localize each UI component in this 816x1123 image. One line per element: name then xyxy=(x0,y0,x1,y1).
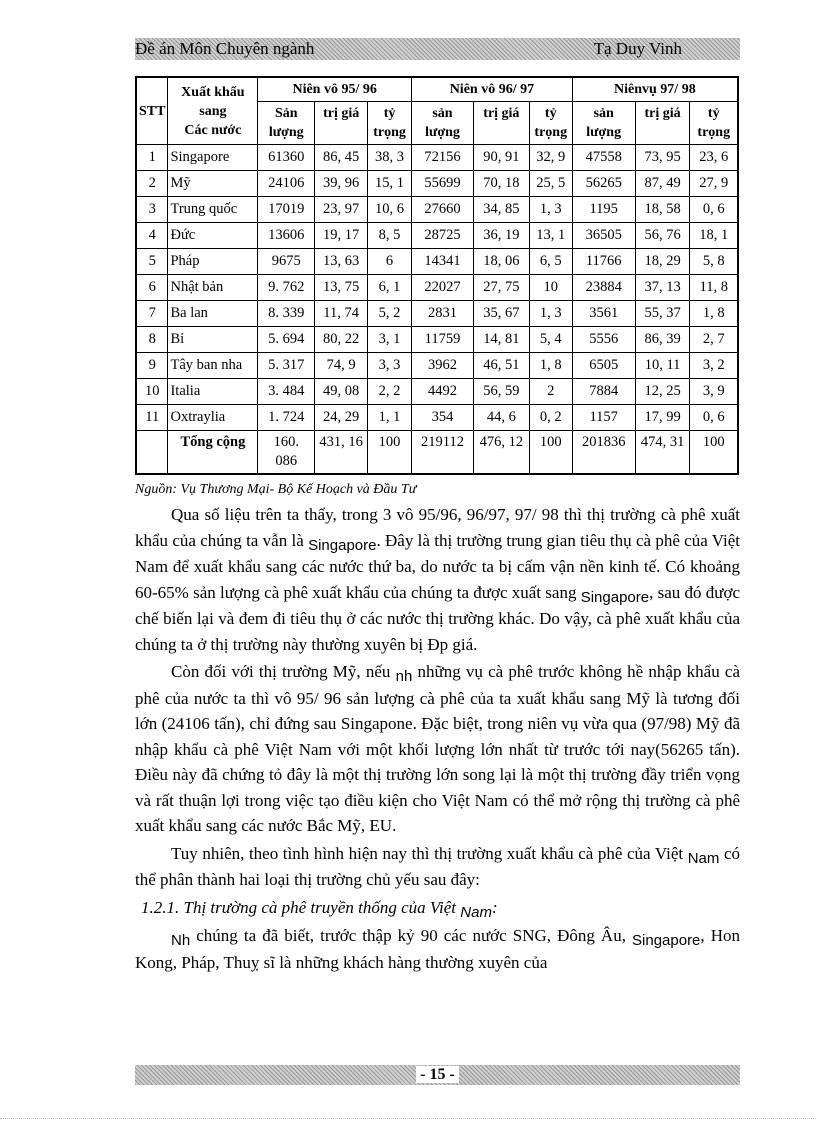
table-cell: 56265 xyxy=(572,171,635,197)
table-cell: 8. 339 xyxy=(258,301,315,327)
subheader-line: trọng xyxy=(697,125,731,140)
table-cell: 354 xyxy=(412,405,474,431)
country-name: Nhật bản xyxy=(168,275,258,301)
subheader-cell xyxy=(368,102,412,145)
table-cell: 1, 3 xyxy=(529,197,572,223)
table-cell: 80, 22 xyxy=(315,327,368,353)
paragraph xyxy=(135,923,740,975)
page-footer xyxy=(135,1065,740,1085)
market-header-line: Xuất khẩu xyxy=(181,84,245,100)
total-cell: 100 xyxy=(368,431,412,475)
table-cell: 70, 18 xyxy=(473,171,529,197)
text-run: Singapore xyxy=(580,588,650,606)
table-cell: 39, 96 xyxy=(315,171,368,197)
subheader-line xyxy=(638,123,688,142)
text-run: có thể phân thành hai loại thị trường chủ yếu sau đây: xyxy=(135,843,740,889)
table-cell: 27, 9 xyxy=(690,171,738,197)
country-name: Singapore xyxy=(168,145,258,171)
subheader-cell xyxy=(412,102,474,145)
subheader-cell xyxy=(572,102,635,145)
text-run: Tuy nhiên, theo tình hình hiện nay thì thị trường xuất khẩu cà phê của Việt xyxy=(171,843,684,863)
table-cell: 17019 xyxy=(258,197,315,223)
table-cell: 0, 2 xyxy=(529,405,572,431)
market-header-line: Các nước xyxy=(184,122,242,138)
table-cell: 5. 694 xyxy=(258,327,315,353)
table-cell: 5. 317 xyxy=(258,353,315,379)
text-run: Singapore xyxy=(308,536,377,554)
row-index: 7 xyxy=(136,301,168,327)
table-cell: 17, 99 xyxy=(635,405,690,431)
table-cell: 49, 08 xyxy=(315,379,368,405)
table-cell: 1, 8 xyxy=(529,353,572,379)
table-cell: 22027 xyxy=(412,275,474,301)
table-cell: 13, 75 xyxy=(315,275,368,301)
total-row xyxy=(136,431,738,475)
total-cell: 100 xyxy=(690,431,738,475)
table-row xyxy=(136,327,738,353)
table-cell: 15, 1 xyxy=(368,171,412,197)
text-run: : xyxy=(491,897,498,917)
total-cell xyxy=(258,431,315,475)
table-cell: 74, 9 xyxy=(315,353,368,379)
table-cell: 1, 1 xyxy=(368,405,412,431)
table-cell: 1, 3 xyxy=(529,301,572,327)
table-cell: 13, 1 xyxy=(529,223,572,249)
table-cell: 1. 724 xyxy=(258,405,315,431)
table-cell: 23, 6 xyxy=(690,145,738,171)
table-cell: 86, 39 xyxy=(635,327,690,353)
table-cell: 14341 xyxy=(412,249,474,275)
table-cell: 23, 97 xyxy=(315,197,368,223)
table-cell: 72156 xyxy=(412,145,474,171)
subheader-line: trọng xyxy=(534,125,568,140)
subheader-line: trọng xyxy=(373,125,406,140)
table-cell: 44, 6 xyxy=(473,405,529,431)
country-name: Pháp xyxy=(168,249,258,275)
table-cell: 28725 xyxy=(412,223,474,249)
table-cell: 12, 25 xyxy=(635,379,690,405)
text-run: nh xyxy=(395,668,413,685)
table-cell: 10, 6 xyxy=(368,197,412,223)
subheader-line: trị giá xyxy=(483,106,520,121)
group-header: Niênvụ 97/ 98 xyxy=(572,77,738,102)
table-cell: 6, 1 xyxy=(368,275,412,301)
paragraph xyxy=(135,841,740,893)
country-name: Mỹ xyxy=(168,171,258,197)
table-cell: 9675 xyxy=(258,249,315,275)
table-cell: 18, 06 xyxy=(473,249,529,275)
country-name: Bỉ xyxy=(168,327,258,353)
table-cell: 10, 11 xyxy=(635,353,690,379)
table-cell: 0, 6 xyxy=(690,197,738,223)
table-cell: 1157 xyxy=(572,405,635,431)
market-header xyxy=(168,77,258,145)
total-cell: 100 xyxy=(529,431,572,475)
table-cell: 18, 1 xyxy=(690,223,738,249)
table-cell: 3, 1 xyxy=(368,327,412,353)
table-cell: 47558 xyxy=(572,145,635,171)
text-run: Còn đối với thị trường Mỹ, nếu xyxy=(171,662,391,681)
page-number: - 15 - xyxy=(416,1066,459,1083)
table-cell: 2, 7 xyxy=(690,327,738,353)
text-run: , sau đó được chế biến lại và đem đi tiêu thụ ở các nước thị trường khác. Do vậy, cà phê xuất khẩu của chúng ta ở thị trường này thường xuyên bị Ðp giá. xyxy=(135,582,741,654)
total-value-line: 086 xyxy=(275,453,298,469)
subheader-line: trị giá xyxy=(644,106,681,121)
subheader-line: sản xyxy=(432,106,453,121)
table-cell: 90, 91 xyxy=(473,145,529,171)
subheader-cell xyxy=(315,102,368,145)
subheader-line xyxy=(317,123,365,142)
subheader-cell xyxy=(635,102,690,145)
text-run: những vụ cà phê trước không hề nhập khẩu cà phê của nước ta thì vô 95/ 96 sản lượng cà phê của ta xuất khẩu sang Mỹ là tương đối lớn (24106 tấn), chỉ đứng sau Singapone. Đặc biệt, trong niên vụ vừa qua (97/98) Mỹ đã nhập khẩu cà phê Việt Nam với một khối lượng lớn nhất từ trước tới nay(56265 tấn). Điều này đã chứng tỏ đây là một thị trường lớn song lại là một thị trường đầy triển vọng và rất thuận lợi trong việc tạo điều kiện cho Việt Nam có thể mở rộng thị trường cà phê xuất khẩu sang các nước Bắc Mỹ, EU. xyxy=(135,662,740,835)
market-header-line: sang xyxy=(199,103,227,119)
subheader-line: sản xyxy=(593,106,614,121)
table-cell: 34, 85 xyxy=(473,197,529,223)
subheader-line: lượng xyxy=(586,125,622,140)
body-text xyxy=(135,502,740,977)
subheader-cell xyxy=(258,102,315,145)
subheader-line: Sản xyxy=(274,106,298,121)
table-cell: 0, 6 xyxy=(690,405,738,431)
table-row xyxy=(136,223,738,249)
table-cell: 55, 37 xyxy=(635,301,690,327)
table-cell: 61360 xyxy=(258,145,315,171)
page-header xyxy=(135,38,740,60)
table-cell: 25, 5 xyxy=(529,171,572,197)
table-row xyxy=(136,171,738,197)
table-cell: 38, 3 xyxy=(368,145,412,171)
subheader-line: trị giá xyxy=(323,106,360,121)
row-index: 10 xyxy=(136,379,168,405)
total-value-line: 160. xyxy=(273,434,299,450)
table-source: Nguồn: Vụ Thương Mại- Bộ Kế Hoạch và Đầu Tư xyxy=(135,482,417,497)
table-cell: 36505 xyxy=(572,223,635,249)
row-index: 3 xyxy=(136,197,168,223)
total-cell: 474, 31 xyxy=(635,431,690,475)
total-cell: 431, 16 xyxy=(315,431,368,475)
row-index: 9 xyxy=(136,353,168,379)
group-header: Niên vô 96/ 97 xyxy=(412,77,573,102)
table-row xyxy=(136,353,738,379)
total-cell: 476, 12 xyxy=(473,431,529,475)
table-cell: 3, 2 xyxy=(690,353,738,379)
table-cell: 2 xyxy=(529,379,572,405)
table-cell: 3, 9 xyxy=(690,379,738,405)
table-cell: 2831 xyxy=(412,301,474,327)
table-cell: 27660 xyxy=(412,197,474,223)
row-index: 1 xyxy=(136,145,168,171)
header-author: Tạ Duy Vinh xyxy=(593,39,682,58)
table-cell: 18, 29 xyxy=(635,249,690,275)
country-name: Đức xyxy=(168,223,258,249)
table-cell: 6, 5 xyxy=(529,249,572,275)
paragraph xyxy=(135,502,740,657)
text-run: Singapore xyxy=(632,932,701,949)
table-cell: 5, 8 xyxy=(690,249,738,275)
subheader-cell xyxy=(529,102,572,145)
stt-header: STT xyxy=(136,77,168,145)
table-cell: 5556 xyxy=(572,327,635,353)
table-cell: 24, 29 xyxy=(315,405,368,431)
total-label: Tổng cộng xyxy=(168,431,258,475)
total-cell: 219112 xyxy=(412,431,474,475)
row-index: 2 xyxy=(136,171,168,197)
table-cell: 56, 76 xyxy=(635,223,690,249)
row-index: 5 xyxy=(136,249,168,275)
table-cell: 87, 49 xyxy=(635,171,690,197)
text-run: Nam xyxy=(687,849,720,867)
table-cell: 73, 95 xyxy=(635,145,690,171)
table-cell: 86, 45 xyxy=(315,145,368,171)
table-cell: 1, 8 xyxy=(690,301,738,327)
row-index: 11 xyxy=(136,405,168,431)
table-row xyxy=(136,197,738,223)
table-cell: 9. 762 xyxy=(258,275,315,301)
table-cell: 6505 xyxy=(572,353,635,379)
table-row xyxy=(136,249,738,275)
text-run: chúng ta đã biết, trước thập kỷ 90 các nước SNG, Đông Âu, xyxy=(196,926,626,945)
subheader-line: tỷ xyxy=(383,106,396,121)
table-cell: 24106 xyxy=(258,171,315,197)
table-cell: 13, 63 xyxy=(315,249,368,275)
text-run: , Hon Kong, Pháp, Thuỵ sĩ là những khách hàng thường xuyên của xyxy=(135,926,740,972)
subheader-line: lượng xyxy=(268,125,304,140)
table-cell: 37, 13 xyxy=(635,275,690,301)
table-cell: 23884 xyxy=(572,275,635,301)
country-name: Italia xyxy=(168,379,258,405)
text-run: Nam xyxy=(460,903,492,921)
country-name: Trung quốc xyxy=(168,197,258,223)
table-cell: 18, 58 xyxy=(635,197,690,223)
section-heading xyxy=(135,895,740,922)
table-cell: 19, 17 xyxy=(315,223,368,249)
table-cell: 1195 xyxy=(572,197,635,223)
paragraph xyxy=(135,659,740,839)
subheader-cell xyxy=(690,102,738,145)
table-cell: 3. 484 xyxy=(258,379,315,405)
table-cell: 13606 xyxy=(258,223,315,249)
table-cell: 8, 5 xyxy=(368,223,412,249)
total-index xyxy=(136,431,168,475)
table-cell: 3, 3 xyxy=(368,353,412,379)
export-table xyxy=(135,76,739,475)
page-divider xyxy=(0,1118,816,1119)
subheader-line: tỷ xyxy=(544,106,557,121)
table-cell: 4492 xyxy=(412,379,474,405)
table-cell: 5, 2 xyxy=(368,301,412,327)
table-cell: 3561 xyxy=(572,301,635,327)
table-cell: 14, 81 xyxy=(473,327,529,353)
table-row xyxy=(136,275,738,301)
group-header: Niên vô 95/ 96 xyxy=(258,77,412,102)
subheader-line xyxy=(476,123,527,142)
table-row xyxy=(136,405,738,431)
country-name: Oxtraylia xyxy=(168,405,258,431)
table-cell: 11759 xyxy=(412,327,474,353)
table-cell: 11766 xyxy=(572,249,635,275)
table-cell: 5, 4 xyxy=(529,327,572,353)
table-cell: 27, 75 xyxy=(473,275,529,301)
table-cell: 10 xyxy=(529,275,572,301)
total-cell: 201836 xyxy=(572,431,635,475)
text-run: Nh xyxy=(171,932,191,949)
table-cell: 46, 51 xyxy=(473,353,529,379)
row-index: 8 xyxy=(136,327,168,353)
table-row xyxy=(136,301,738,327)
table-cell: 11, 8 xyxy=(690,275,738,301)
table-cell: 11, 74 xyxy=(315,301,368,327)
country-name: Ba lan xyxy=(168,301,258,327)
table-cell: 7884 xyxy=(572,379,635,405)
header-title: Đề án Môn Chuyên ngành xyxy=(135,39,315,58)
table-row xyxy=(136,379,738,405)
table-cell: 35, 67 xyxy=(473,301,529,327)
text-run: 1.2.1. Thị trường cà phê truyền thống của Việt xyxy=(141,897,457,917)
table-cell: 2, 2 xyxy=(368,379,412,405)
table-cell: 56, 59 xyxy=(473,379,529,405)
text-run: . Đây là thị trường trung gian tiêu thụ cà phê của Việt Nam để xuất khẩu sang các nước thứ ba, do nước ta bị cấm vận nền kinh tế. Có khoảng 60-65% sản lượng cà phê xuất khẩu của chúng ta được xuất sang xyxy=(135,530,741,602)
subheader-cell xyxy=(473,102,529,145)
country-name: Tây ban nha xyxy=(168,353,258,379)
subheader-line: tỷ xyxy=(707,106,720,121)
table-cell: 32, 9 xyxy=(529,145,572,171)
row-index: 4 xyxy=(136,223,168,249)
row-index: 6 xyxy=(136,275,168,301)
table-cell: 55699 xyxy=(412,171,474,197)
table-cell: 6 xyxy=(368,249,412,275)
text-run: Qua số liệu trên ta thấy, trong 3 vô 95/96, 96/97, 97/ 98 thì thị trường cà phê xuất khẩu của chúng ta vẫn là xyxy=(135,505,740,550)
table-body xyxy=(136,145,738,475)
table-cell: 3962 xyxy=(412,353,474,379)
table-cell: 36, 19 xyxy=(473,223,529,249)
table-row xyxy=(136,145,738,171)
subheader-line: lượng xyxy=(425,125,460,140)
